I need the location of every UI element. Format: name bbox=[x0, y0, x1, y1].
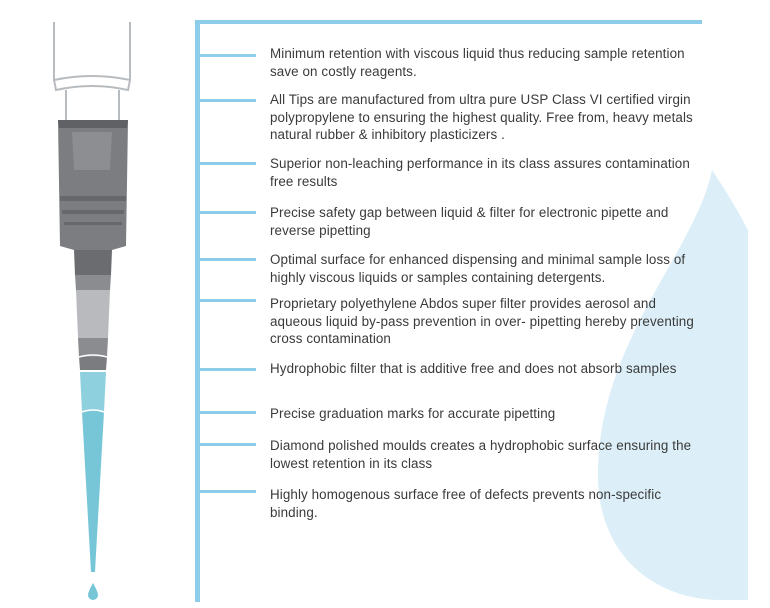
feature-text: All Tips are manufactured from ultra pure USP Class VI certified virgin polypropylene to ensuring the highest quality. Free from, heavy metals natural rubber & inhibitory plasticizers . bbox=[270, 92, 693, 142]
pipette-tip-body bbox=[74, 250, 112, 370]
feature-text: Precise safety gap between liquid & filter for electronic pipette and reverse pipetting bbox=[270, 205, 669, 238]
pipette-tip-collar bbox=[58, 120, 128, 250]
pipette-barrel bbox=[54, 22, 130, 120]
feature-text: Optimal surface for enhanced dispensing and minimal sample loss of highly viscous liquids or samples containing detergents. bbox=[270, 252, 686, 285]
bracket-tick bbox=[200, 443, 256, 446]
pipette-tip-liquid bbox=[80, 372, 106, 600]
feature-text: Proprietary polyethylene Abdos super filter provides aerosol and aqueous liquid by-pass prevention in over- pipetting hereby preventing cross contamination bbox=[270, 296, 694, 346]
feature-text: Superior non-leaching performance in its class assures contamination free results bbox=[270, 156, 690, 189]
bracket-tick bbox=[200, 299, 256, 302]
feature-text: Highly homogenous surface free of defects prevents non-specific binding. bbox=[270, 487, 662, 520]
abdos-filter-section bbox=[76, 290, 110, 338]
bracket-tick bbox=[200, 211, 256, 214]
bracket-tick bbox=[200, 490, 256, 493]
feature-text: Diamond polished moulds creates a hydrophobic surface ensuring the lowest retention in its class bbox=[270, 438, 692, 471]
bracket-tick bbox=[200, 411, 256, 414]
bracket-tick bbox=[200, 162, 256, 165]
bracket-tick bbox=[200, 54, 256, 57]
feature-text: Hydrophobic filter that is additive free and does not absorb samples bbox=[270, 361, 677, 376]
bracket-top-line bbox=[195, 20, 702, 24]
bracket-tick bbox=[200, 368, 256, 371]
bracket-tick bbox=[200, 99, 256, 102]
feature-text: Precise graduation marks for accurate pipetting bbox=[270, 406, 556, 421]
bracket-vertical-line bbox=[195, 20, 200, 602]
bracket-tick bbox=[200, 258, 256, 261]
liquid-droplet-icon bbox=[88, 583, 98, 600]
feature-text: Minimum retention with viscous liquid thus reducing sample retention save on costly reagents. bbox=[270, 46, 685, 79]
